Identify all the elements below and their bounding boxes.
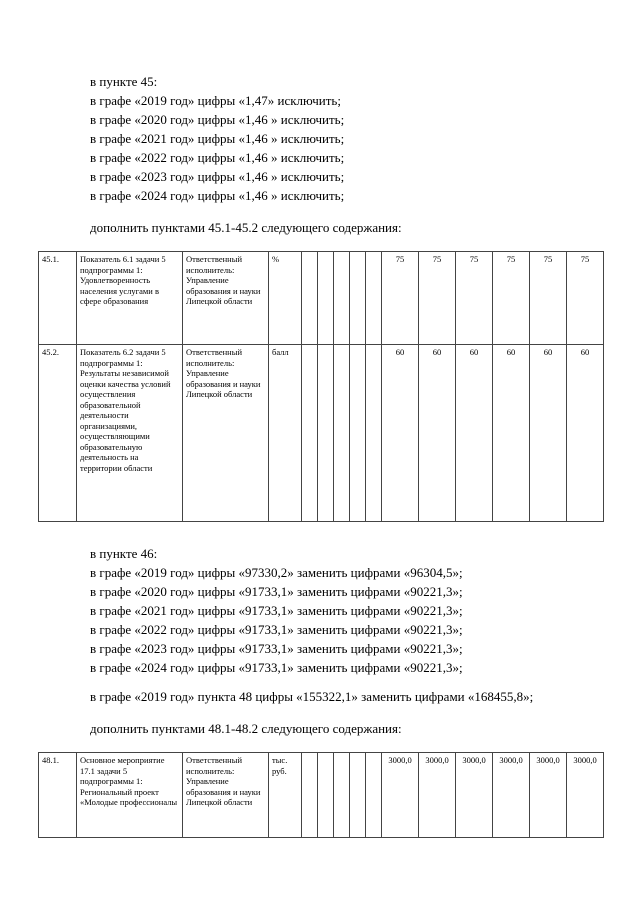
amendment-line: в графе «2022 год» цифры «1,46 » исключить; xyxy=(90,150,345,165)
table-row xyxy=(39,753,604,838)
cell-value-2024: 3000,0 xyxy=(567,753,604,838)
amendment-line: в графе «2023 год» цифры «1,46 » исключить; xyxy=(90,169,345,184)
cell-empty xyxy=(318,252,334,345)
amendment-line: в графе «2024 год» цифры «1,46 » исключить; xyxy=(90,188,345,203)
table-points-48 xyxy=(38,752,604,838)
paragraph-append-48: дополнить пунктами 48.1-48.2 следующего содержания: xyxy=(90,721,402,736)
cell-value-2022: 3000,0 xyxy=(493,753,530,838)
cell-value-2023: 3000,0 xyxy=(530,753,567,838)
table-row xyxy=(39,252,604,345)
paragraph-point-45-intro: в пункте 45: xyxy=(90,74,158,89)
cell-empty xyxy=(350,345,366,522)
cell-value-2024: 60 xyxy=(567,345,604,522)
cell-empty xyxy=(302,753,318,838)
cell-value-2020: 60 xyxy=(419,345,456,522)
cell-empty xyxy=(350,252,366,345)
cell-unit: тыс. руб. xyxy=(269,753,302,838)
cell-empty xyxy=(318,753,334,838)
cell-description: Основное мероприятие 17.1 задачи 5 подпрограммы 1: Региональный проект «Молодые профессионалы xyxy=(77,753,183,838)
paragraph-point-48: в графе «2019 год» пункта 48 цифры «155322,1» заменить цифрами «168455,8»; xyxy=(90,689,534,704)
amendment-line: в графе «2019 год» цифры «97330,2» заменить цифрами «96304,5»; xyxy=(90,565,463,580)
cell-empty xyxy=(302,252,318,345)
cell-empty xyxy=(366,252,382,345)
amendment-line: в графе «2019 год» цифры «1,47» исключить; xyxy=(90,93,341,108)
cell-empty xyxy=(366,753,382,838)
cell-value-2019: 75 xyxy=(382,252,419,345)
cell-value-2019: 3000,0 xyxy=(382,753,419,838)
cell-value-2020: 75 xyxy=(419,252,456,345)
cell-unit: балл xyxy=(269,345,302,522)
cell-empty xyxy=(334,753,350,838)
cell-value-2023: 60 xyxy=(530,345,567,522)
cell-value-2021: 3000,0 xyxy=(456,753,493,838)
cell-empty xyxy=(302,345,318,522)
section-point-45 xyxy=(38,72,603,237)
cell-executor: Ответственный исполнитель: Управление образования и науки Липецкой области xyxy=(183,345,269,522)
cell-item-number: 48.1. xyxy=(39,753,77,838)
paragraph-point-46-intro: в пункте 46: xyxy=(90,546,158,561)
cell-empty xyxy=(350,753,366,838)
amendment-line: в графе «2020 год» цифры «1,46 » исключить; xyxy=(90,112,345,127)
amendment-line: в графе «2024 год» цифры «91733,1» заменить цифрами «90221,3»; xyxy=(90,660,463,675)
amendment-line: в графе «2023 год» цифры «91733,1» заменить цифрами «90221,3»; xyxy=(90,641,463,656)
amendment-line: в графе «2022 год» цифры «91733,1» заменить цифрами «90221,3»; xyxy=(90,622,463,637)
cell-unit: % xyxy=(269,252,302,345)
cell-executor: Ответственный исполнитель: Управление образования и науки Липецкой области xyxy=(183,753,269,838)
cell-value-2023: 75 xyxy=(530,252,567,345)
cell-item-number: 45.1. xyxy=(39,252,77,345)
cell-value-2021: 75 xyxy=(456,252,493,345)
cell-empty xyxy=(366,345,382,522)
cell-item-number: 45.2. xyxy=(39,345,77,522)
cell-value-2019: 60 xyxy=(382,345,419,522)
cell-value-2022: 60 xyxy=(493,345,530,522)
cell-description: Показатель 6.2 задачи 5 подпрограммы 1: Результаты независимой оценки качества условий осуществления образовательной деятельности организациями, осуществляющими образовательную деятельность на территории области xyxy=(77,345,183,522)
cell-value-2020: 3000,0 xyxy=(419,753,456,838)
paragraph-append-45: дополнить пунктами 45.1-45.2 следующего содержания: xyxy=(90,220,402,235)
cell-empty xyxy=(318,345,334,522)
cell-executor: Ответственный исполнитель: Управление образования и науки Липецкой области xyxy=(183,252,269,345)
cell-empty xyxy=(334,345,350,522)
cell-description: Показатель 6.1 задачи 5 подпрограммы 1: Удовлетворенность населения услугами в сфере образования xyxy=(77,252,183,345)
table-row xyxy=(39,345,604,522)
amendment-line: в графе «2021 год» цифры «1,46 » исключить; xyxy=(90,131,345,146)
cell-value-2021: 60 xyxy=(456,345,493,522)
cell-value-2024: 75 xyxy=(567,252,604,345)
table-points-45 xyxy=(38,251,604,522)
amendment-line: в графе «2020 год» цифры «91733,1» заменить цифрами «90221,3»; xyxy=(90,584,463,599)
amendment-line: в графе «2021 год» цифры «91733,1» заменить цифрами «90221,3»; xyxy=(90,603,463,618)
section-point-46 xyxy=(38,544,603,738)
cell-empty xyxy=(334,252,350,345)
cell-value-2022: 75 xyxy=(493,252,530,345)
